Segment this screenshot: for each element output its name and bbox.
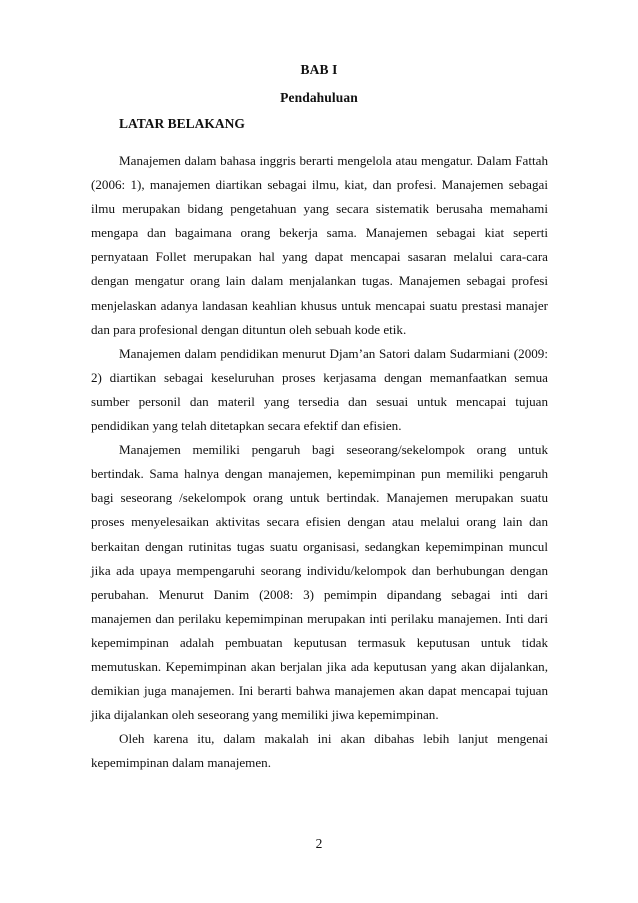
paragraph: Oleh karena itu, dalam makalah ini akan dibahas lebih lanjut mengenai kepemimpinan dalam manajemen. [91, 731, 548, 771]
body-text [91, 149, 548, 775]
paragraph: Manajemen dalam bahasa inggris berarti mengelola atau mengatur. Dalam Fattah (2006: 1), manajemen diartikan sebagai ilmu, kiat, dan profesi. Manajemen sebagai ilmu merupakan bidang pengetahuan yang secara sistematik berusaha memahami mengapa dan bagaimana orang bekerja sama. Manajemen sebagai kiat seperti pernyataan Follet merupakan hal yang dapat mencapai sasaran melalui cara-cara dengan mengatur orang lain dalam menjalankan tugas. Manajemen sebagai profesi menjelaskan adanya landasan keahlian khusus untuk mencapai suatu prestasi manajer dan para profesional dengan dituntun oleh sebuah kode etik. [91, 153, 548, 337]
paragraph: Manajemen memiliki pengaruh bagi seseorang/sekelompok orang untuk bertindak. Sama halnya dengan manajemen, kepemimpinan pun memiliki pengaruh bagi seseorang /sekelompok orang untuk bertindak. Manajemen merupakan suatu proses menyelesaikan aktivitas secara efisien dengan atau melalui orang lain dan berkaitan dengan rutinitas tugas suatu organisasi, sedangkan kepemimpinan muncul jika ada upaya mempengaruhi seorang individu/kelompok dan berhubungan dengan perubahan. Menurut Danim (2008: 3) pemimpin dipandang sebagai inti dari manajemen dan perilaku kepemimpinan merupakan inti perilaku manajemen. Inti dari kepemimpinan adalah pembuatan keputusan termasuk keputusan untuk tidak memutuskan. Kepemimpinan akan berjalan jika ada keputusan yang akan dijalankan, demikian juga manajemen. Ini berarti bahwa manajemen akan dapat mencapai tujuan jika dijalankan oleh seseorang yang memiliki jiwa kepemimpinan. [91, 442, 548, 723]
page-number: 2 [315, 836, 323, 851]
chapter-title: Pendahuluan [280, 90, 358, 105]
section-heading: LATAR BELAKANG [119, 116, 245, 131]
chapter-heading: BAB I [300, 62, 338, 77]
paragraph: Manajemen dalam pendidikan menurut Djam’an Satori dalam Sudarmiani (2009: 2) diartikan sebagai keseluruhan proses kerjasama dengan memanfaatkan semua sumber personil dan materil yang tersedia dan sesuai untuk mencapai tujuan pendidikan yang telah ditetapkan secara efektif dan efisien. [91, 345, 548, 434]
